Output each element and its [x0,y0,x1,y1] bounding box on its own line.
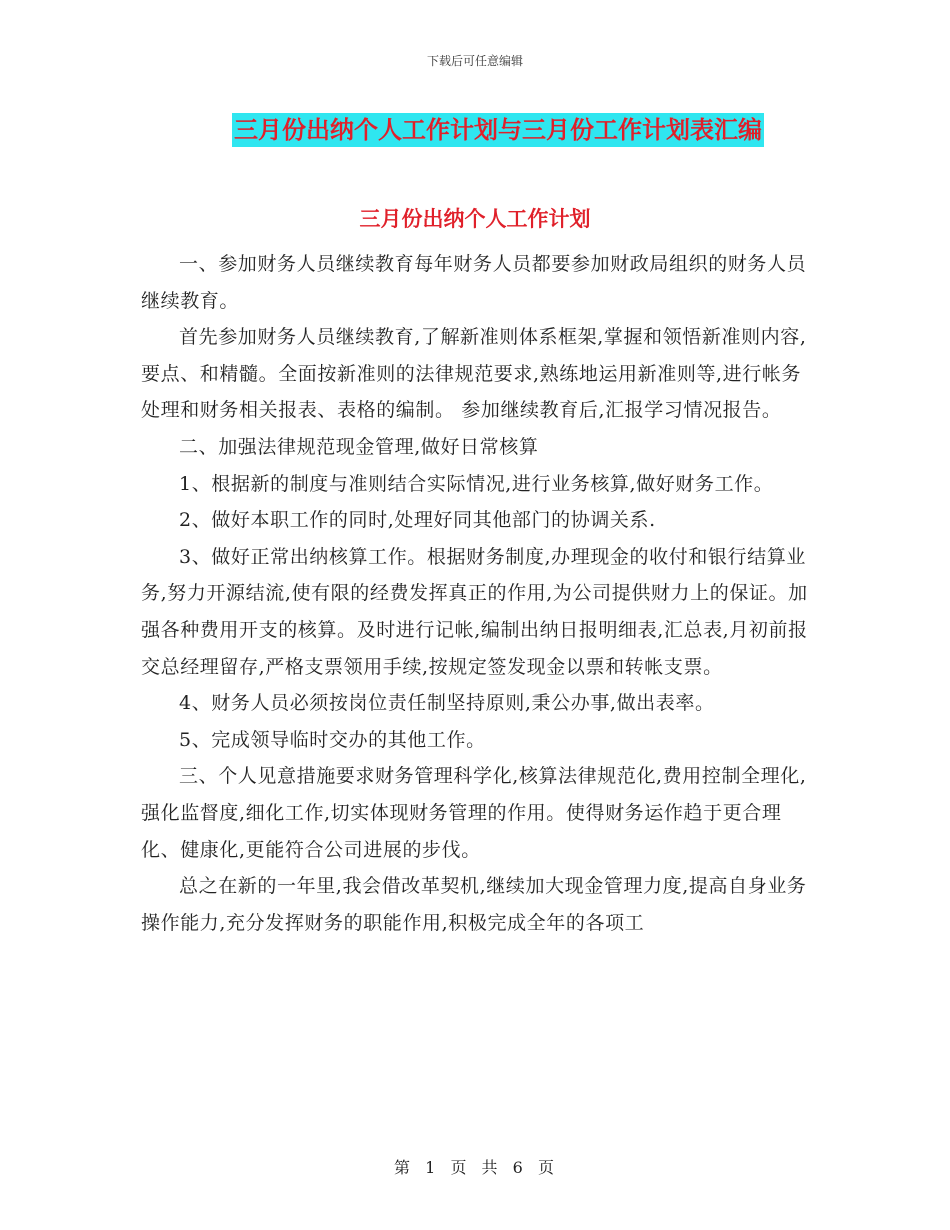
total-suffix: 页 [537,1158,556,1177]
paragraph: 三、个人见意措施要求财务管理科学化,核算法律规范化,费用控制全理化,强化监督度,细化工作,切实体现财务管理的作用。使得财务运作趋于更合理化、健康化,更能符合公司进展的步伐。 [141,765,807,861]
paragraph: 2、做好本职工作的同时,处理好同其他部门的协调关系. [179,509,656,532]
paragraph: 一、参加财务人员继续教育每年财务人员都要参加财政局组织的财务人员继续教育。 [141,253,807,312]
paragraph: 5、完成领导临时交办的其他工作。 [179,728,486,751]
paragraph: 4、财务人员必须按岗位责任制坚持原则,秉公办事,做出表率。 [179,692,715,715]
total-label: 共 [481,1158,500,1177]
total-pages: 6 [512,1158,525,1177]
page-footer [0,1155,950,1178]
page-number: 1 [425,1158,438,1177]
paragraph: 3、做好正常出纳核算工作。根据财务制度,办理现金的收付和银行结算业务,努力开源结流,使有限的经费发挥真正的作用,为公司提供财力上的保证。加强各种费用开支的核算。及时进行记帐,编制出纳日报明细表,汇总表,月初前报交总经理留存,严格支票领用手续,按规定签发现金以票和转帐支票。 [141,545,808,678]
paragraph: 二、加强法律规范现金管理,做好日常核算 [179,435,539,458]
paragraph: 总之在新的一年里,我会借改革契机,继续加大现金管理力度,提高自身业务操作能力,充分发挥财务的职能作用,积极完成全年的各项工 [141,875,807,934]
paragraph: 1、根据新的制度与准则结合实际情况,进行业务核算,做好财务工作。 [179,472,774,495]
main-title-wrap [0,113,950,147]
page-label-mid: 页 [450,1158,469,1177]
page-label-prefix: 第 [394,1158,413,1177]
paragraph: 首先参加财务人员继续教育,了解新准则体系框架,掌握和领悟新准则内容,要点、和精髓。全面按新准则的法律规范要求,熟练地运用新准则等,进行帐务处理和财务相关报表、表格的编制。 参加继续教育后,汇报学习情况报告。 [141,326,807,422]
header-note: 下载后可任意编辑 [426,54,523,68]
main-title: 三月份出纳个人工作计划与三月份工作计划表汇编 [232,113,764,147]
document-body [141,246,811,941]
section-title: 三月份出纳个人工作计划 [359,207,591,231]
